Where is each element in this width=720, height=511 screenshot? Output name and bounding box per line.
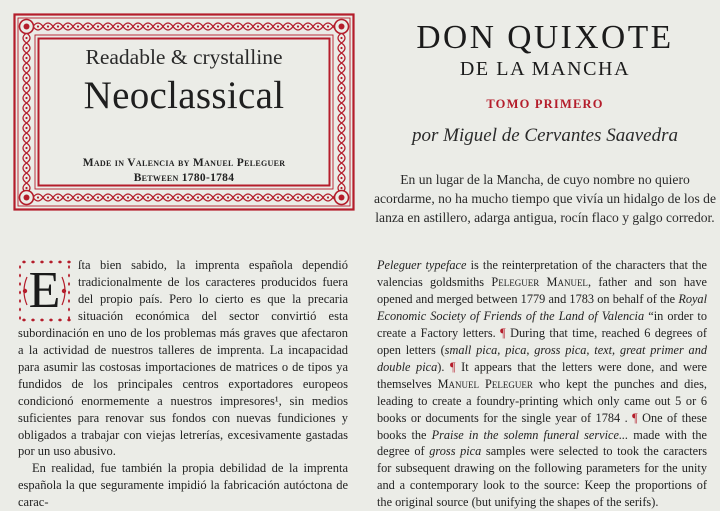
volume-label: TOMO PRIMERO (486, 97, 604, 111)
text-run: who kept the punches and dies, leading to create a foundry-printing which only came out 5 or 6 books or documents for the single year of 1784 . (377, 376, 707, 425)
specimen-title: Neoclassical (83, 74, 285, 117)
specimen-subtitle: Readable & crystalline (85, 45, 283, 69)
opening-quote (370, 170, 720, 227)
spanish-paragraph-2: En realidad, fue también la propia debilidad de la imprenta española la que seguramente impidió la fabricación autóctona de carac- (18, 461, 348, 510)
book-reference: Praise in the solemn funeral service... (431, 427, 629, 442)
credit-line-2: Between 1780-1784 (133, 172, 235, 184)
text-run: is the reinterpretation of the characters that the valencias goldsmiths (377, 258, 707, 289)
book-subtitle: DE LA MANCHA (459, 58, 631, 80)
spanish-paragraph-1: ſta bien sabido, la imprenta española dependió tradicionalmente de los caracteres producidos fuera del propio país. Pero lo cierto es que la precaria situación económica del sector convirtió esta subordinación en uno de los problemas más graves que afectaron a la actividad de nuestros talleres de imprenta. La incapacidad para asumir las costosas importaciones de matrices o de tipos ya fundidos de los principales centros exportadores europeos condicionó enormemente a nuestros impresores¹, sin medios suficientes para renovar sus fondos con nuevas fundiciones y obligados a trabajar con viejas letrerías, excesivamente gastadas por un uso abusivo. (18, 258, 348, 459)
book-title: DON QUIXOTE (416, 19, 674, 56)
text-run: During that time, reached 6 degrees of open letters ( (377, 325, 707, 357)
pilcrow-icon: ¶ (500, 325, 506, 340)
spanish-body-text (18, 257, 348, 511)
letter-degrees: small pica, pica, gross pica, text, great primer and double pica (377, 342, 707, 374)
quote-line-3: lanza en astillero, adarga antigua, rocín flaco y galgo corredor. (375, 210, 715, 225)
society-name: Royal Economic Society of Friends of the Land of Valencia (377, 291, 707, 323)
specimen-frame (13, 13, 355, 211)
text-run: ). (437, 359, 450, 374)
quote-line-1: En un lugar de la Mancha, de cuyo nombre no quiero (400, 172, 690, 187)
author-line: por Miguel de Cervantes Saavedra (412, 125, 678, 146)
text-run: samples were selected to took the caracters for subsequent drawing on the following parameters for the unity and a contemporary look to the source: Keep the proportions of the original source (but unifying the shapes of the serifs). (377, 444, 707, 510)
drop-cap (18, 259, 71, 323)
degree-name: gross pica (429, 444, 482, 459)
credit-line-1: Made in Valencia by Manuel Peleguer (82, 157, 286, 169)
punch-cutter-name: Manuel Peleguer (437, 376, 533, 391)
text-run: , father and son have opened and merged between 1779 and 1783 on behalf of the (377, 274, 707, 306)
english-paragraph (377, 257, 707, 511)
goldsmith-name: Peleguer Manuel (491, 274, 588, 289)
drop-cap-letter: E (28, 262, 61, 319)
text-run: One of these books the (377, 410, 707, 442)
pilcrow-icon: ¶ (632, 410, 638, 425)
quote-line-2: acordarme, no ha mucho tiempo que vivía un hidalgo de los de (373, 191, 716, 206)
text-run: “in order to create a Factory letters. (377, 308, 707, 340)
text-run: It appears that the letters were done, and were themselves (377, 359, 707, 391)
typeface-name: Peleguer typeface (377, 258, 467, 272)
text-run: made with the degree of (377, 427, 707, 459)
english-body-text (377, 257, 707, 511)
specimen-credit (13, 156, 355, 186)
pilcrow-icon: ¶ (450, 359, 456, 374)
